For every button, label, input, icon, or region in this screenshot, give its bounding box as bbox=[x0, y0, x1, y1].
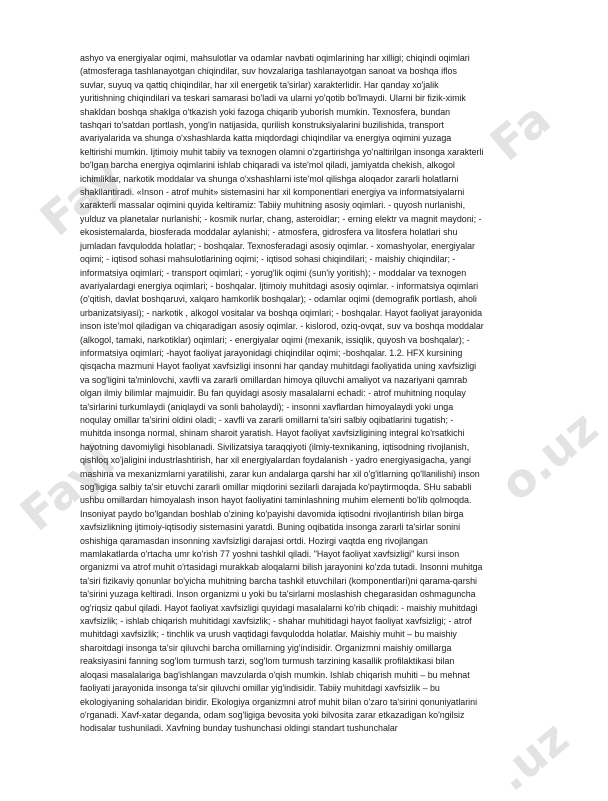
watermark: Fayl bbox=[10, 433, 125, 542]
watermark: Fa bbox=[480, 91, 561, 172]
watermark: o.uz bbox=[490, 400, 608, 512]
watermark: .uz bbox=[485, 710, 579, 801]
watermark: Fay bbox=[30, 148, 133, 247]
document-body-text: ashyo va energiyalar oqimi, mahsulotlar va odamlar navbati oqimlarining har xilligi; chiqindi oqimlari (atmosferaga tashlanayotgan chiqindilar, suv hovzalariga tashlanayotgan sanoat va boshqa iflos suvlar, suyuq va qattiq chiqindilar, har xil energetik ta'sirlar) xarakterlidir. Har qanday xo'jalik yuritishning chiqindilari va teskari samarasi bo'ladi va ularni yo'qotib bo'lmaydi. Ularni bir fizik-ximik shakldan boshqa shaklga o'tkazish yoki fazoga chiqarib yuborish mumkin. Texnosfera, bundan tashqari to'satdan portlash, yong'in natijasida, qurilish konstruksiyalarini buzilishida, transport avariyalarida va shunga o'xshashlarda katta miqdordagi chiqindilar va energiya oqimini yuzaga keltirishi mumkin. Ijtimoiy muhit tabiiy va texnogen olamni o'zgartirishga yo'naltirilgan insonga xarakterli bo'lgan barcha energiya oqimlarini ishlab chiqaradi va iste'mol qiladi, jamiyatda chekish, alkogol ichimliklar, narkotik moddalar va shunga o'xshashlarni iste'mol qilishga aloqador zararli holatlarni shakllantiradi. «Inson - atrof muhit» sistemasini har xil komponentlari energiya va informatsiyalarni xarakterli massalar oqimini quyida keltiramiz: Tabiiy muhitning asosiy oqimlari. - quyosh nurlanishi, yulduz va planetalar nurlanishi; - kosmik nurlar, chang, asteroidlar; - erning elektr va magnit maydoni; - ekosistemalarda, biosferada moddalar aylanishi; - atmosfera, gidrosfera va litosfera holatlari shu jumladan favqulodda holatlar; - boshqalar. Texnosferadagi asosiy oqimlar. - xomashyolar, energiyalar oqimi; - iqtisod sohasi mahsulotlarining oqimi; - iqtisod sohasi chiqindilari; - maishiy chiqindilar; - informatsiya oqimlari; - transport oqimlari; - yorug'lik oqimi (sun'iy yoritish); - moddalar va texnogen avariyalardagi energiya oqimlari; - boshqalar. Ijtimoiy muhitdagi asosiy oqimlar. - informatsiya oqimlari (o'qitish, davlat boshqaruvi, xalqaro hamkorlik boshqalar); - odamlar oqimi (demografik portlash, aholi urbanizatsiyasi); - narkotik , alkogol vositalar va boshqa oqimlari; - boshqalar. Hayot faoliyat jarayonida inson iste'mol qiladigan va chiqaradigan asosiy oqimlar. - kislorod, oziq-ovqat, suv va boshqa moddalar (alkogol, tamaki, narkotiklar) oqimlari; - energiyalar oqimi (mexanik, issiqlik, quyosh va boshqalar); - informatsiya oqimlari; -hayot faoliyat jarayonidagi chiqindilar oqimi; -boshqalar. 1.2. HFX kursining qisqacha mazmuni Hayot faoliyat xavfsizligi insonni har qanday muhitdagi faoliyatida uning xavfsizligi va sog'ligini ta'minlovchi, xavfli va zararli omillardan himoya qiluvchi amaliyot va nazariyani qamrab olgan ilmiy bilimlar majmuidir. Bu fan quyidagi asosiy masalalarni echadi: - atrof muhitning noqulay ta'sirlarini turkumlaydi (aniqlaydi va sonli baholaydi); - insonni xavflardan himoyalaydi yoki unga noqulay omillar ta'sirini oldini oladi; - xavfli va zararli omillarni ta'siri salbiy oqibatlarini tugatish; - muhitda insonga normal, shinam sharoit yaratish. Hayot faoliyat xavfsizligining integral ko'rsatkichi hayotning davomiyligi hisoblanadi. Sivilizatsiya taraqqiyoti (ilmiy-texnikaning, iqtisodning rivojlanish, qishloq xo'jaligini industrlashtirish, har xil energiyalardan foydalanish - yadro energiyasigacha, yangi mashina va mexanizmlarni yaratilishi, zarar kun andalarga qarshi har xil o'g'itlarning qo'llanilishi) inson sog'ligiga salbiy ta'sir etuvchi zararli omillar miqdorini sezilarli darajada ko'paytirmoqda. SHu sababli ushbu omillardan himoyalash inson hayot faoliyatini taminlashning muhim elementi bo'lib qolmoqda. Insoniyat paydo bo'lgandan boshlab o'zining ko'payishi davomida iqtisodni rivojlantirish bilan birga xavfsizlikning ijtimoiy-iqtisodiy sistemasini yaratdi. Buning oqibatida insonga zararli ta'sirlar sonini oshishiga qaramasdan insonning xavfsizligi darajasi ortdi. Hozirgi vaqtda eng rivojlangan mamlakatlarda o'rtacha umr ko'rish 77 yoshni tashkil qiladi. "Hayot faoliyat xavfsizligi" kursi inson organizmi va atrof muhit o'rtasidagi murakkab aloqalarni bilish jarayonini ko'zda tutadi. Insonni muhitga ta'siri fizikaviy qonunlar bo'yicha muhitning barcha tashkil etuvchilari (komponentlari)ni qarama-qarshi ta'sirini yuzaga keltiradi. Inson organizmi u yoki bu ta'sirlarni moslashish chegarasidan oshmaguncha og'riqsiz qabul qiladi. Hayot faoliyat xavfsizligi quyidagi masalalarni ko'rib chiqadi: - maishiy muhitdagi xavfsizlik; - ishlab chiqarish muhitidagi xavfsizlik; - shahar muhitidagi hayot faoliyat xavfsizligi; - atrof muhitdagi xavfsizlik; - tinchlik va urush vaqtidagi favqulodda holatlar. Maishiy muhit – bu maishiy sharoitdagi insonga ta'sir qiluvchi barcha omillarning yig'indisidir. Organizmni maishiy omillarga reaksiyasini fanning sog'lom turmush tarzi, sog'lom turmush tarzining kasallik profilaktikasi bilan aloqasi masalalariga bag'ishlangan mavzularda o'qish mumkin. Ishlab chiqarish muhiti – bu mehnat faoliyati jarayonida insonga ta'sir qiluvchi omillar yig'indisidir. Tabiiy muhitdagi xavfsizlik – bu ekologiyaning sohalaridan biridir. Ekologiya organizmni atrof muhit bilan o'zaro ta'sirini qonuniyatlarini o'rganadi. Xavf-xatar deganda, odam sog'ligiga bevosita yoki bilvosita zarar etkazadigan ko'ngilsiz hodisalar tushuniladi. Xavfning bunday tushunchasi oldingi standart tushunchalar bbox=[80, 53, 484, 734]
